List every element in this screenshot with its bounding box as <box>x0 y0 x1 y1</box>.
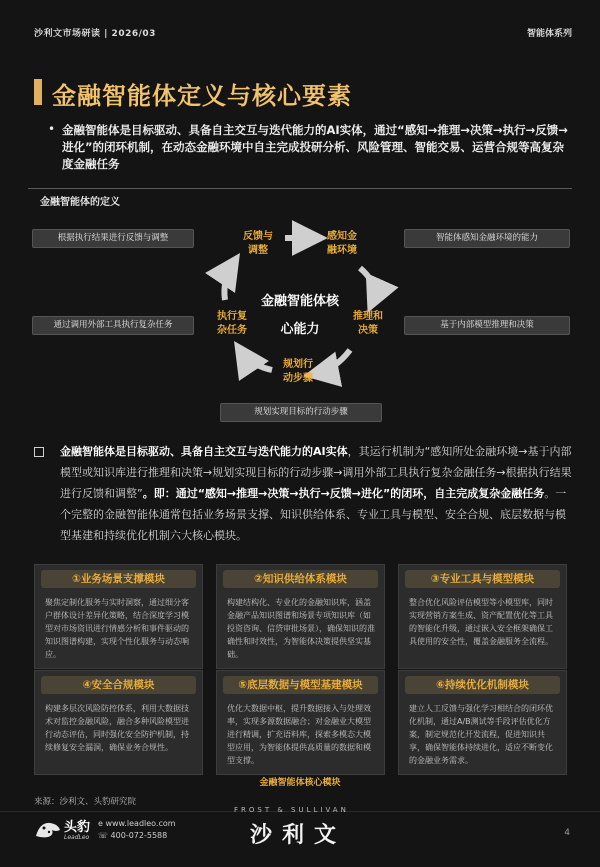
bullet-dot: • <box>48 122 56 136</box>
node-execution: 执行复 杂任务 <box>217 311 247 336</box>
arrow-perception-to-reasoning <box>360 268 374 303</box>
arrow-execution-to-feedback <box>224 262 234 300</box>
node-perception: 感知金 融环境 <box>327 231 357 256</box>
main-paragraph <box>60 441 574 546</box>
header-left: 沙利文市场研读 | 2026/03 <box>34 29 156 39</box>
pill-planning: 规划实现目标的行动步骤 <box>220 403 382 422</box>
definition-title: 金融智能体的定义 <box>40 197 120 208</box>
module-body: 聚焦定制化服务与实时洞察，通过细分客户群体设计差异化策略，结合深度学习模型对市场资讯进行情感分析和事件驱动的知识图谱构建，实现个性化服务与动态响应。 <box>45 598 189 659</box>
page-title: 金融智能体定义与核心要素 <box>52 82 352 110</box>
module-card-6 <box>398 670 567 775</box>
pill-feedback: 根据执行结果进行反馈与调整 <box>32 229 194 248</box>
module-body: 整合优化风险评估模型等小模型库，同时实现营销方案生成、资产配置优化等工具的智能化升级，通过嵌入安全框架确保工具使用的安全性，覆盖金融服务全流程。 <box>409 598 553 646</box>
frost-sullivan-logo: 沙利文 <box>250 822 347 848</box>
module-title: ②知识供给体系模块 <box>223 570 378 588</box>
web-icon: e <box>98 819 106 828</box>
source-note: 来源：沙利文、头豹研究院 <box>34 797 137 807</box>
module-title: ③专业工具与模型模块 <box>405 570 560 588</box>
frost-sullivan-label: FROST & SULLIVAN <box>234 806 349 814</box>
module-card-1 <box>34 564 203 669</box>
core-label-line2: 心能力 <box>280 322 320 337</box>
para-text-1: ，其运行机制为“感知所处金融环境→基于内部模型或知识库进行推理和决策→规划实现目标的行动步骤→调用外部工具执行复杂金融任务→根据执行结果进行反馈和调整” <box>60 445 572 500</box>
module-body: 建立人工反馈与强化学习相结合的闭环优化机制，通过A/B测试等手段评估优化方案，制定规范化开发流程，促进知识共享，确保智能体持续进化，适应不断变化的金融业务需求。 <box>409 704 553 765</box>
module-title: ①业务场景支撑模块 <box>41 570 196 588</box>
module-title: ⑥持续优化机制模块 <box>405 676 560 694</box>
contact-info <box>98 818 176 842</box>
phone-number: 400-072-5588 <box>110 831 168 840</box>
arrow-planning-to-execution <box>240 350 272 370</box>
module-title: ④安全合规模块 <box>41 676 196 694</box>
leopard-logo-icon <box>34 818 62 840</box>
checkbox-icon <box>34 447 44 457</box>
phone-icon: ☏ <box>98 831 111 840</box>
para-bold-2: 。即：通过“感知→推理→决策→执行→反馈→进化”的闭环，自主完成复杂金融任务 <box>142 487 545 500</box>
pill-reasoning: 基于内部模型推理和决策 <box>404 316 570 335</box>
module-body: 构建结构化、专业化的金融知识库，涵盖金融产品知识图谱和场景专项知识库（如投资咨询、信贷审批场景），确保知识的准确性和时效性，为智能体决策提供坚实基础。 <box>227 598 375 659</box>
node-feedback: 反馈与 调整 <box>243 231 273 256</box>
node-planning: 规划行 动步骤 <box>283 359 313 384</box>
module-body: 优化大数据中枢，提升数据接入与处理效率，实现多源数据融合；对金融业大模型进行精调，扩充语料库，探索多模态大模型应用，为智能体提供高质量的数据和模型支撑。 <box>227 704 371 765</box>
module-card-4 <box>34 670 203 775</box>
module-body: 构建多层次风险防控体系，利用大数据技术对监控金融风险，融合多种风险模型进行动态评估，同时强化安全防护机制，持续修复安全漏洞，确保业务合规性。 <box>45 704 189 752</box>
core-label-line1: 金融智能体核 <box>260 294 339 309</box>
para-text-2: 。一个完整的金融智能体通常包括业务场景支撑、知识供给体系、专业工具与模型、安全合规、底层数据与模型基建和持续优化机制六大核心模块。 <box>60 487 567 542</box>
pill-execution: 通过调用外部工具执行复杂任务 <box>32 316 194 335</box>
module-title: ⑤底层数据与模型基建模块 <box>223 676 378 694</box>
logo-sub: LeadLeo <box>64 834 90 841</box>
logo-text: 头豹 <box>64 820 91 835</box>
module-card-2 <box>216 564 385 669</box>
website-link[interactable]: www.leadleo.com <box>105 819 176 828</box>
figure-caption: 金融智能体核心模块 <box>259 778 341 788</box>
intro-text: 金融智能体是目标驱动、具备自主交互与迭代能力的AI实体，通过“感知→推理→决策→执行→反馈→进化”的闭环机制，在动态金融环境中自主完成投研分析、风险管理、智能交易、运营合规等高复杂度金融任务 <box>62 123 568 171</box>
pill-perception: 智能体感知金融环境的能力 <box>404 229 570 248</box>
header-right: 智能体系列 <box>526 29 572 39</box>
node-reasoning: 推理和 决策 <box>353 311 383 336</box>
page-number: 4 <box>564 828 570 838</box>
module-card-5 <box>216 670 385 775</box>
module-card-3 <box>398 564 567 669</box>
para-bold-1: 金融智能体是目标驱动、具备自主交互与迭代能力的AI实体 <box>60 445 348 458</box>
